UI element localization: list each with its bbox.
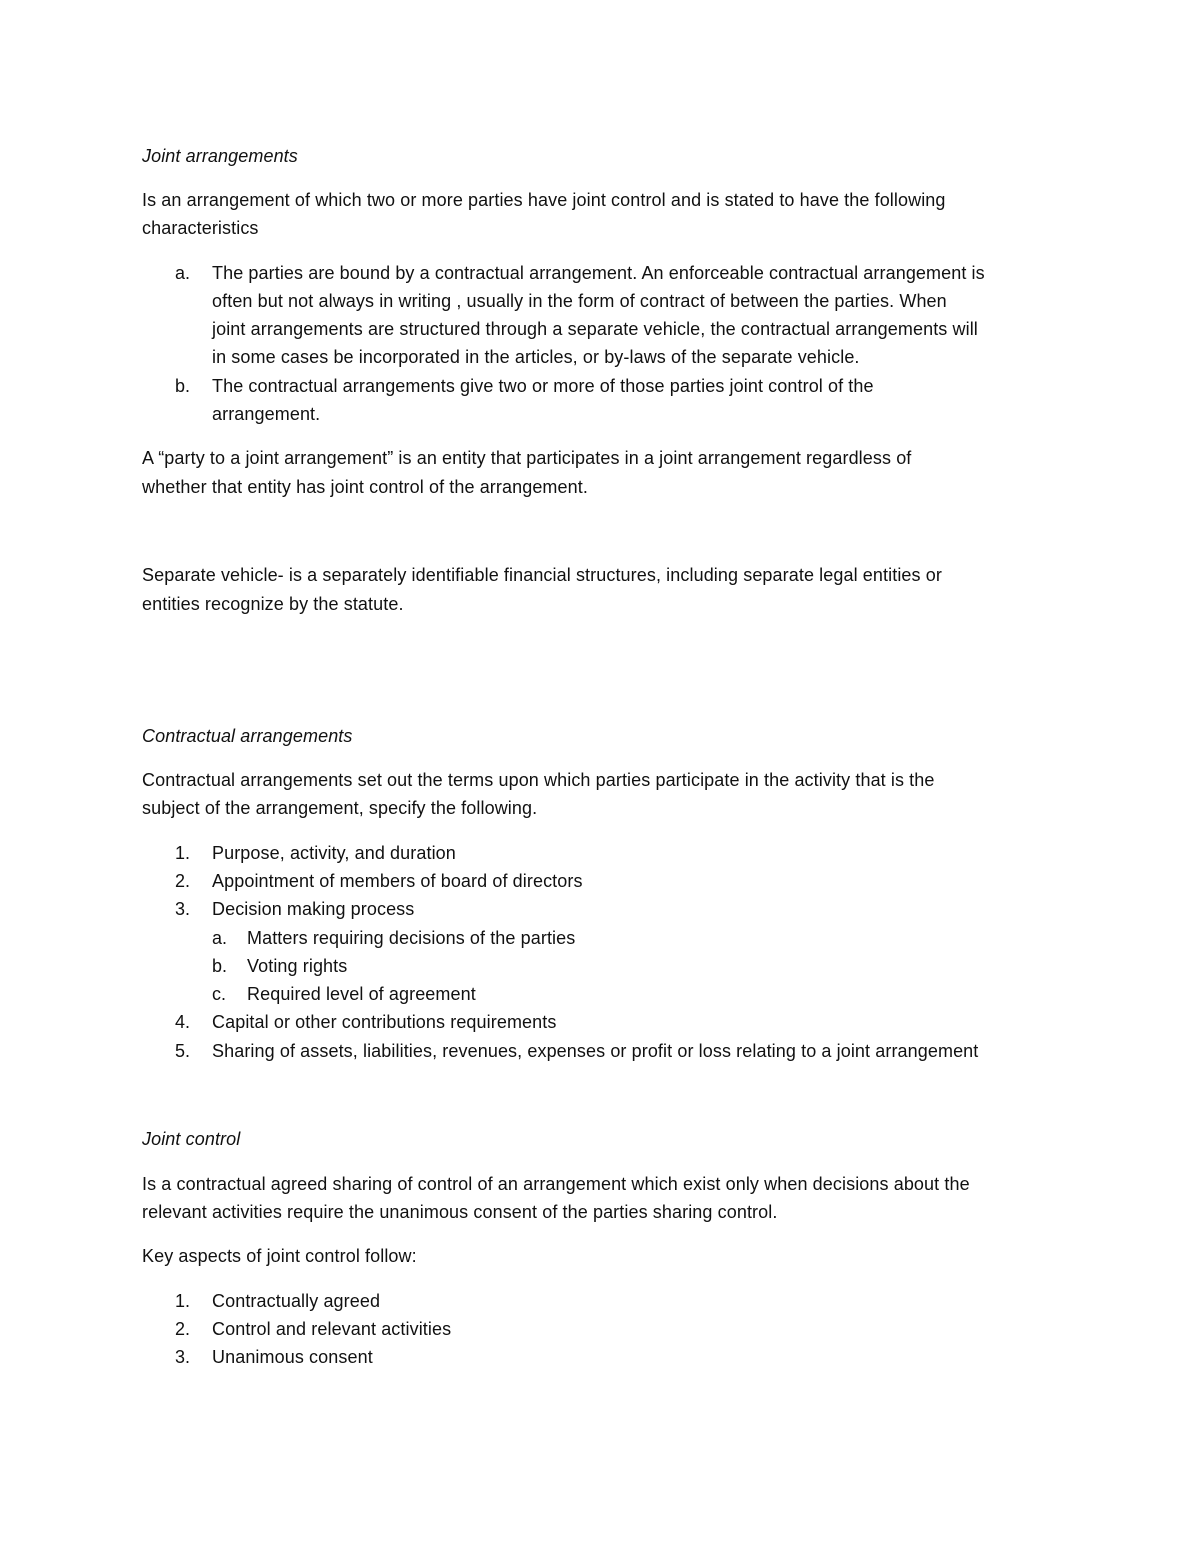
paragraph-line: relevant activities require the unanimous consent of the parties sharing control. xyxy=(142,1202,778,1222)
list-item: Decision making process xyxy=(212,899,415,919)
list-item-line: joint arrangements are structured through a separate vehicle, the contractual arrangements will xyxy=(212,319,978,339)
list-item: Contractually agreed xyxy=(212,1291,381,1311)
paragraph-line: Separate vehicle- is a separately identifiable financial structures, including separate legal entities or xyxy=(142,565,942,585)
paragraph-line: Contractual arrangements set out the terms upon which parties participate in the activity that is the xyxy=(142,770,935,790)
list-marker: 2. xyxy=(175,871,191,891)
paragraph-line: Is an arrangement of which two or more parties have joint control and is stated to have the following xyxy=(142,190,946,210)
list-marker: 1. xyxy=(175,1291,191,1311)
list-item: Control and relevant activities xyxy=(212,1319,452,1339)
list-item: Appointment of members of board of directors xyxy=(212,871,583,891)
list-marker: 2. xyxy=(175,1319,191,1339)
list-item-line: in some cases be incorporated in the articles, or by-laws of the separate vehicle. xyxy=(212,347,860,367)
list-marker: b. xyxy=(175,376,191,396)
list-item: Capital or other contributions requirements xyxy=(212,1012,557,1032)
list-marker: 1. xyxy=(175,843,191,863)
sublist-item: Required level of agreement xyxy=(247,984,476,1004)
section-heading-joint-arrangements: Joint arrangements xyxy=(142,146,298,166)
list-marker: a. xyxy=(175,263,191,283)
list-marker: 5. xyxy=(175,1041,191,1061)
sublist-marker: a. xyxy=(212,928,228,948)
section-heading-joint-control: Joint control xyxy=(142,1129,241,1149)
sublist-item: Matters requiring decisions of the parties xyxy=(247,928,576,948)
paragraph-line: whether that entity has joint control of the arrangement. xyxy=(142,477,588,497)
paragraph-line: entities recognize by the statute. xyxy=(142,594,404,614)
paragraph-line: Key aspects of joint control follow: xyxy=(142,1246,417,1266)
list-marker: 3. xyxy=(175,1347,191,1367)
list-item-line: often but not always in writing , usually in the form of contract of between the parties. When xyxy=(212,291,947,311)
list-item: Sharing of assets, liabilities, revenues, expenses or profit or loss relating to a joint arrangement xyxy=(212,1041,979,1061)
paragraph-line: Is a contractual agreed sharing of control of an arrangement which exist only when decisions about the xyxy=(142,1174,970,1194)
list-item-line: The parties are bound by a contractual arrangement. An enforceable contractual arrangement is xyxy=(212,263,985,283)
paragraph-line: subject of the arrangement, specify the following. xyxy=(142,798,538,818)
paragraph-line: A “party to a joint arrangement” is an entity that participates in a joint arrangement regardless of xyxy=(142,448,912,468)
sublist-marker: c. xyxy=(212,984,227,1004)
paragraph-line: characteristics xyxy=(142,218,259,238)
list-marker: 4. xyxy=(175,1012,191,1032)
section-heading-contractual-arrangements: Contractual arrangements xyxy=(142,726,353,746)
sublist-item: Voting rights xyxy=(247,956,348,976)
sublist-marker: b. xyxy=(212,956,228,976)
list-item: Unanimous consent xyxy=(212,1347,373,1367)
list-item-line: arrangement. xyxy=(212,404,321,424)
list-marker: 3. xyxy=(175,899,191,919)
list-item-line: The contractual arrangements give two or more of those parties joint control of the xyxy=(212,376,874,396)
list-item: Purpose, activity, and duration xyxy=(212,843,456,863)
